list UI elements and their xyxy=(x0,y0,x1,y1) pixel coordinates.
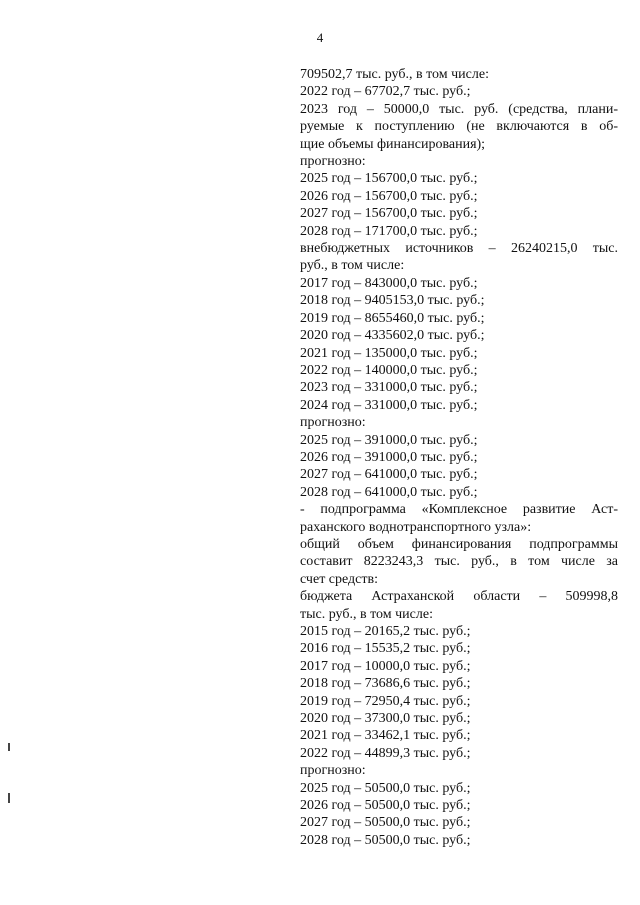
text-line: 2024 год – 331000,0 тыс. руб.; xyxy=(300,397,478,413)
scan-margin-mark xyxy=(8,793,10,803)
text-line: составит 8223243,3 тыс. руб., в том числе за xyxy=(300,554,618,570)
text-line: 2018 год – 73686,6 тыс. руб.; xyxy=(300,676,471,692)
text-line: 2028 год – 171700,0 тыс. руб.; xyxy=(300,223,478,239)
text-line: 2027 год – 641000,0 тыс. руб.; xyxy=(300,467,478,483)
text-line: 2028 год – 641000,0 тыс. руб.; xyxy=(300,484,478,500)
text-line: 2018 год – 9405153,0 тыс. руб.; xyxy=(300,293,485,309)
text-line: руемые к поступлению (не включаются в об- xyxy=(300,119,618,135)
text-line: 2026 год – 391000,0 тыс. руб.; xyxy=(300,449,478,465)
text-line: 2023 год – 50000,0 тыс. руб. (средства, плани- xyxy=(300,101,618,117)
text-line: 709502,7 тыс. руб., в том числе: xyxy=(300,67,489,82)
text-line: 2021 год – 33462,1 тыс. руб.; xyxy=(300,728,471,744)
text-line: 2015 год – 20165,2 тыс. руб.; xyxy=(300,624,471,639)
text-line: 2017 год – 843000,0 тыс. руб.; xyxy=(300,275,478,291)
text-line: 2025 год – 50500,0 тыс. руб.; xyxy=(300,780,471,796)
text-line: 2021 год – 135000,0 тыс. руб.; xyxy=(300,345,478,361)
text-line: 2025 год – 391000,0 тыс. руб.; xyxy=(300,432,478,448)
text-line: - подпрограмма «Комплексное развитие Аст- xyxy=(300,502,618,518)
text-line: 2028 год – 50500,0 тыс. руб.; xyxy=(300,832,471,848)
text-line: счет средств: xyxy=(300,571,379,587)
text-line: прогнозно: xyxy=(300,415,366,431)
text-line: прогнозно: xyxy=(300,763,366,779)
text-line: 2025 год – 156700,0 тыс. руб.; xyxy=(300,171,478,187)
text-line: внебюджетных источников – 26240215,0 тыс. xyxy=(300,241,618,257)
text-line: 2026 год – 156700,0 тыс. руб.; xyxy=(300,188,478,204)
text-line: 2016 год – 15535,2 тыс. руб.; xyxy=(300,641,471,657)
text-line: 2022 год – 44899,3 тыс. руб.; xyxy=(300,745,471,761)
text-line: 2017 год – 10000,0 тыс. руб.; xyxy=(300,658,471,674)
text-line: раханского воднотранспортного узла»: xyxy=(300,519,532,535)
text-line: 2019 год – 72950,4 тыс. руб.; xyxy=(300,693,471,709)
text-line: прогнозно: xyxy=(300,154,366,170)
text-line: 2020 год – 37300,0 тыс. руб.; xyxy=(300,711,471,727)
text-line: общий объем финансирования подпрограммы xyxy=(300,536,618,552)
text-line: 2026 год – 50500,0 тыс. руб.; xyxy=(300,798,471,814)
text-line: бюджета Астраханской области – 509998,8 xyxy=(300,589,618,605)
text-line: 2019 год – 8655460,0 тыс. руб.; xyxy=(300,310,485,326)
text-line: руб., в том числе: xyxy=(300,258,405,274)
document-body xyxy=(300,66,618,849)
text-line: тыс. руб., в том числе: xyxy=(300,606,433,622)
text-line: щие объемы финансирования); xyxy=(300,136,486,152)
text-line: 2022 год – 67702,7 тыс. руб.; xyxy=(300,84,471,100)
text-line: 2020 год – 4335602,0 тыс. руб.; xyxy=(300,328,485,344)
text-line: 2027 год – 156700,0 тыс. руб.; xyxy=(300,206,478,222)
scan-margin-mark xyxy=(8,743,10,751)
text-line: 2027 год – 50500,0 тыс. руб.; xyxy=(300,815,471,831)
text-line: 2022 год – 140000,0 тыс. руб.; xyxy=(300,362,478,378)
text-line: 2023 год – 331000,0 тыс. руб.; xyxy=(300,380,478,396)
page-number: 4 xyxy=(316,30,324,45)
